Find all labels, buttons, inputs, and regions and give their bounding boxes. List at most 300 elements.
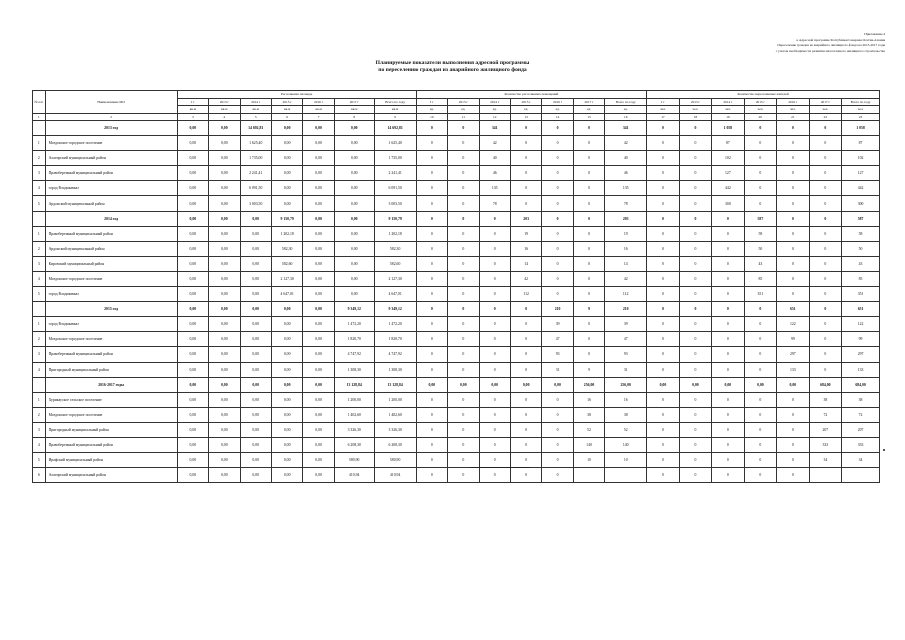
- value-cell: 0,00: [177, 407, 208, 422]
- value-cell: 0: [647, 287, 679, 302]
- header-column-number: 19: [712, 113, 744, 121]
- value-cell: 0: [744, 392, 776, 407]
- value-cell: 0: [573, 166, 604, 181]
- header-year-cell: 2014 г: [240, 98, 271, 106]
- value-cell: 333: [842, 437, 880, 452]
- value-cell: 0,00: [334, 121, 374, 136]
- value-cell: 39: [542, 317, 573, 332]
- value-cell: 13 128,84: [374, 377, 416, 392]
- header-year-cell: 2014 г: [479, 98, 510, 106]
- document-title: [0, 60, 905, 74]
- value-cell: 0: [647, 226, 679, 241]
- value-cell: 13 128,84: [334, 377, 374, 392]
- value-cell: 256,00: [605, 377, 647, 392]
- value-cell: 0: [647, 347, 679, 362]
- value-cell: 0: [777, 437, 809, 452]
- value-cell: 0,00: [271, 347, 302, 362]
- value-cell: 102: [842, 151, 880, 166]
- value-cell: 0,00: [240, 332, 271, 347]
- header-column-numbers-row: [33, 113, 880, 121]
- value-cell: 0: [448, 136, 479, 151]
- value-cell: 0: [712, 347, 744, 362]
- value-cell: 42: [605, 271, 647, 286]
- row-number: [33, 211, 46, 226]
- header-year-cell: 2014 г: [712, 98, 744, 106]
- value-cell: 6 091,50: [240, 181, 271, 196]
- municipality-name: Правобережный муниципальный район: [45, 226, 177, 241]
- value-cell: 0,00: [240, 241, 271, 256]
- table-row: [33, 453, 880, 468]
- value-cell: 210: [605, 302, 647, 317]
- value-cell: 0,00: [303, 422, 334, 437]
- value-cell: 0,00: [209, 437, 240, 452]
- value-cell: 0: [416, 151, 447, 166]
- value-cell: 0: [573, 287, 604, 302]
- value-cell: 1 735,00: [240, 151, 271, 166]
- value-cell: 0: [510, 317, 541, 332]
- value-cell: 0: [744, 422, 776, 437]
- table-row: [33, 468, 880, 483]
- header-year-cell: Всего по году: [842, 98, 880, 106]
- table-row: [33, 437, 880, 452]
- value-cell: 10: [573, 453, 604, 468]
- header-year-cell: Всего по году: [605, 98, 647, 106]
- value-cell: 0: [712, 332, 744, 347]
- value-cell: 3 326,30: [374, 422, 416, 437]
- value-cell: 0: [416, 317, 447, 332]
- value-cell: 207: [809, 422, 841, 437]
- table-row: [33, 166, 880, 181]
- value-cell: 0: [510, 362, 541, 377]
- header-unit-cell: кв.м: [177, 106, 208, 114]
- table-row: [33, 196, 880, 211]
- value-cell: 4 747,92: [374, 347, 416, 362]
- value-cell: 0: [777, 287, 809, 302]
- value-cell: 0,00: [271, 317, 302, 332]
- header-column-number: 20: [744, 113, 776, 121]
- value-cell: 0,00: [712, 377, 744, 392]
- value-cell: 0: [777, 166, 809, 181]
- value-cell: 0,00: [177, 302, 208, 317]
- appendix-line-3: Переселение граждан из аварийного жилищного фонда на 2013-2017 годы: [777, 43, 885, 48]
- value-cell: 4 647,01: [374, 287, 416, 302]
- value-cell: 0,00: [334, 241, 374, 256]
- header-year-cell: 2015 г: [744, 98, 776, 106]
- value-cell: 0,00: [240, 392, 271, 407]
- value-cell: 0,00: [303, 241, 334, 256]
- value-cell: 0: [479, 226, 510, 241]
- value-cell: 0: [809, 347, 841, 362]
- header-group-row: [33, 91, 880, 99]
- header-column-number: 23: [842, 113, 880, 121]
- value-cell: 0,00: [271, 166, 302, 181]
- value-cell: 0: [679, 437, 711, 452]
- value-cell: 1 308,30: [374, 362, 416, 377]
- value-cell: 0: [510, 407, 541, 422]
- value-cell: 0,00: [303, 271, 334, 286]
- appendix-note: [776, 32, 885, 54]
- value-cell: 0: [510, 151, 541, 166]
- value-cell: 0: [712, 256, 744, 271]
- value-cell: 0: [744, 121, 776, 136]
- value-cell: 0: [510, 422, 541, 437]
- value-cell: 1 625,40: [240, 136, 271, 151]
- value-cell: 0: [448, 256, 479, 271]
- value-cell: 0: [448, 317, 479, 332]
- header-year-cell: 2016 г: [777, 98, 809, 106]
- row-number: 3: [33, 256, 46, 271]
- value-cell: 0,00: [209, 181, 240, 196]
- value-cell: 1 202,18: [271, 226, 302, 241]
- value-cell: 0,00: [334, 166, 374, 181]
- header-column-number: 13: [510, 113, 541, 121]
- value-cell: 39: [605, 317, 647, 332]
- value-cell: 0: [647, 317, 679, 332]
- value-cell: 0: [809, 211, 841, 226]
- value-cell: 256,00: [573, 377, 604, 392]
- value-cell: 0,00: [271, 181, 302, 196]
- value-cell: 10: [605, 453, 647, 468]
- value-cell: 2 241,41: [374, 166, 416, 181]
- value-cell: 78: [605, 196, 647, 211]
- value-cell: 582,30: [271, 241, 302, 256]
- value-cell: 0: [479, 302, 510, 317]
- value-cell: 410,94: [334, 468, 374, 483]
- value-cell: 0: [542, 392, 573, 407]
- value-cell: 0,00: [303, 181, 334, 196]
- value-cell: 0,00: [510, 377, 541, 392]
- value-cell: 0,00: [271, 302, 302, 317]
- row-number: 2: [33, 241, 46, 256]
- value-cell: 0: [809, 241, 841, 256]
- row-number: 3: [33, 422, 46, 437]
- header-unit-cell: кв.м: [303, 106, 334, 114]
- value-cell: 0,00: [177, 392, 208, 407]
- year-total-row: [33, 302, 880, 317]
- value-cell: 9 150,79: [374, 211, 416, 226]
- row-number: 2: [33, 407, 46, 422]
- value-cell: 0,00: [303, 437, 334, 452]
- value-cell: 0,00: [647, 377, 679, 392]
- value-cell: 0: [647, 437, 679, 452]
- value-cell: 0,00: [209, 468, 240, 483]
- value-cell: 0: [744, 181, 776, 196]
- value-cell: [605, 468, 647, 483]
- value-cell: 0: [679, 407, 711, 422]
- value-cell: 0: [777, 453, 809, 468]
- value-cell: 0: [479, 392, 510, 407]
- header-column-number: 4: [209, 113, 240, 121]
- value-cell: 0: [744, 317, 776, 332]
- value-cell: 0: [744, 362, 776, 377]
- value-cell: 0: [510, 332, 541, 347]
- header-year-cell: 2017 г: [334, 98, 374, 106]
- value-cell: 0,00: [177, 226, 208, 241]
- value-cell: 0,00: [177, 437, 208, 452]
- row-number: 1: [33, 392, 46, 407]
- row-number: [33, 302, 46, 317]
- value-cell: 0: [647, 256, 679, 271]
- header-year-cell: Всего по году: [374, 98, 416, 106]
- value-cell: 2 127,30: [271, 271, 302, 286]
- table-row: [33, 347, 880, 362]
- value-cell: 0: [542, 151, 573, 166]
- value-cell: 0: [416, 256, 447, 271]
- value-cell: 1 472,20: [334, 317, 374, 332]
- value-cell: 0: [510, 121, 541, 136]
- header-name: Наименование МО: [45, 91, 177, 114]
- value-cell: 0,00: [240, 347, 271, 362]
- value-cell: 0,00: [209, 302, 240, 317]
- header-column-number: 16: [605, 113, 647, 121]
- value-cell: 0: [573, 121, 604, 136]
- value-cell: 0: [573, 256, 604, 271]
- value-cell: 0,00: [303, 468, 334, 483]
- value-cell: 0: [510, 347, 541, 362]
- value-cell: 0,00: [334, 256, 374, 271]
- value-cell: 0: [416, 136, 447, 151]
- table-row: [33, 317, 880, 332]
- value-cell: 52: [573, 422, 604, 437]
- value-cell: 351: [842, 287, 880, 302]
- municipality-name: Алагирский муниципальный район: [45, 151, 177, 166]
- value-cell: 0: [448, 226, 479, 241]
- value-cell: 31: [605, 362, 647, 377]
- value-cell: 0: [679, 136, 711, 151]
- value-cell: 0: [679, 271, 711, 286]
- value-cell: 0: [416, 166, 447, 181]
- value-cell: 0: [573, 347, 604, 362]
- value-cell: 0: [712, 271, 744, 286]
- value-cell: 0,00: [271, 196, 302, 211]
- table-row: [33, 256, 880, 271]
- value-cell: 0: [479, 241, 510, 256]
- header-column-number: 10: [416, 113, 447, 121]
- value-cell: 0: [647, 332, 679, 347]
- value-cell: 1 058: [842, 121, 880, 136]
- row-number: 4: [33, 362, 46, 377]
- value-cell: 0: [573, 211, 604, 226]
- value-cell: 0: [416, 347, 447, 362]
- value-cell: 0,00: [177, 468, 208, 483]
- value-cell: 0: [647, 271, 679, 286]
- value-cell: 0: [479, 453, 510, 468]
- value-cell: 38: [573, 407, 604, 422]
- value-cell: 0: [777, 271, 809, 286]
- value-cell: 0: [542, 181, 573, 196]
- header-group-rooms: Количество расселяемых помещений: [416, 91, 647, 99]
- value-cell: 0: [777, 241, 809, 256]
- value-cell: 0,00: [303, 317, 334, 332]
- municipality-name: Правобережный муниципальный район: [45, 166, 177, 181]
- value-cell: 0,00: [177, 151, 208, 166]
- value-cell: 0: [416, 181, 447, 196]
- value-cell: 0,00: [177, 121, 208, 136]
- row-number: 5: [33, 453, 46, 468]
- value-cell: 0: [416, 468, 447, 483]
- row-number: [33, 121, 46, 136]
- value-cell: 127: [842, 166, 880, 181]
- value-cell: 0,00: [177, 241, 208, 256]
- value-cell: 0: [416, 422, 447, 437]
- value-cell: 34: [809, 453, 841, 468]
- value-cell: 0: [712, 317, 744, 332]
- header-column-number: 21: [777, 113, 809, 121]
- value-cell: 0,00: [209, 121, 240, 136]
- municipality-name: Правобережный муниципальный район: [45, 437, 177, 452]
- value-cell: 0: [542, 437, 573, 452]
- value-cell: 0,00: [303, 392, 334, 407]
- value-cell: 0,00: [209, 226, 240, 241]
- value-cell: 651: [777, 302, 809, 317]
- row-number: 4: [33, 271, 46, 286]
- value-cell: 99: [777, 332, 809, 347]
- value-cell: 0,00: [303, 302, 334, 317]
- header-year-cell: 2013 г: [448, 98, 479, 106]
- value-cell: 0: [448, 196, 479, 211]
- header-group-area: Расселяемая площадь: [177, 91, 416, 99]
- value-cell: 140: [573, 437, 604, 452]
- value-cell: 0: [573, 136, 604, 151]
- value-cell: 0: [744, 196, 776, 211]
- value-cell: 0,00: [303, 121, 334, 136]
- value-cell: 0: [479, 256, 510, 271]
- value-cell: 0: [744, 437, 776, 452]
- value-cell: 0,00: [177, 196, 208, 211]
- value-cell: 85: [842, 271, 880, 286]
- value-cell: 0,00: [177, 362, 208, 377]
- value-cell: 0: [647, 302, 679, 317]
- value-cell: 0: [416, 196, 447, 211]
- value-cell: 0,00: [209, 407, 240, 422]
- value-cell: 0: [510, 181, 541, 196]
- page-mark: [883, 449, 885, 451]
- value-cell: 0,00: [209, 377, 240, 392]
- table-row: [33, 362, 880, 377]
- header-column-number: 7: [303, 113, 334, 121]
- value-cell: 19: [510, 226, 541, 241]
- value-cell: 0,00: [177, 256, 208, 271]
- value-cell: 0: [573, 226, 604, 241]
- value-cell: 0: [647, 166, 679, 181]
- value-cell: 0: [809, 287, 841, 302]
- value-cell: 0: [679, 332, 711, 347]
- value-cell: 442: [842, 181, 880, 196]
- table-row: [33, 151, 880, 166]
- value-cell: 0: [542, 136, 573, 151]
- value-cell: 0: [416, 332, 447, 347]
- indicators-table: [32, 90, 880, 483]
- value-cell: 0: [679, 422, 711, 437]
- header-column-number: 12: [479, 113, 510, 121]
- value-cell: 3 003,50: [374, 196, 416, 211]
- value-cell: 0,00: [177, 347, 208, 362]
- value-cell: 0: [679, 287, 711, 302]
- table-row: [33, 271, 880, 286]
- value-cell: 0,00: [303, 226, 334, 241]
- value-cell: 0: [647, 121, 679, 136]
- value-cell: 0: [448, 287, 479, 302]
- value-cell: 9: [573, 302, 604, 317]
- value-cell: 58: [842, 226, 880, 241]
- value-cell: 0,00: [744, 377, 776, 392]
- header-num: № п/п: [33, 91, 46, 114]
- row-number: 4: [33, 437, 46, 452]
- value-cell: 0: [809, 362, 841, 377]
- value-cell: 0: [777, 468, 809, 483]
- value-cell: 0,00: [271, 136, 302, 151]
- header-unit-cell: чел.: [777, 106, 809, 114]
- value-cell: 47: [542, 332, 573, 347]
- value-cell: 0: [712, 241, 744, 256]
- header-column-number: 2: [45, 113, 177, 121]
- value-cell: 0,00: [271, 453, 302, 468]
- value-cell: 0: [479, 317, 510, 332]
- value-cell: 0: [679, 241, 711, 256]
- value-cell: 0: [777, 392, 809, 407]
- value-cell: 0: [448, 468, 479, 483]
- value-cell: 0,00: [209, 271, 240, 286]
- value-cell: 0,00: [303, 362, 334, 377]
- value-cell: 0: [448, 453, 479, 468]
- header-unit-cell: чел.: [842, 106, 880, 114]
- value-cell: [842, 468, 880, 483]
- year-total-row: [33, 377, 880, 392]
- value-cell: 0: [448, 211, 479, 226]
- municipality-name: Алагирский муниципальный район: [45, 468, 177, 483]
- table-row: [33, 332, 880, 347]
- value-cell: 52: [605, 422, 647, 437]
- value-cell: 72: [809, 407, 841, 422]
- value-cell: 40: [605, 151, 647, 166]
- value-cell: 0,00: [334, 151, 374, 166]
- value-cell: 0,00: [209, 453, 240, 468]
- value-cell: 0: [479, 211, 510, 226]
- value-cell: 0: [679, 256, 711, 271]
- value-cell: 0: [712, 468, 744, 483]
- header-unit-cell: чел.: [647, 106, 679, 114]
- value-cell: 351: [744, 287, 776, 302]
- header-unit-cell: кв.м: [334, 106, 374, 114]
- value-cell: 0: [448, 422, 479, 437]
- value-cell: 0: [573, 196, 604, 211]
- value-cell: 297: [777, 347, 809, 362]
- value-cell: 0,00: [240, 407, 271, 422]
- header-unit-cell: кв.м: [374, 106, 416, 114]
- header-column-number: 15: [573, 113, 604, 121]
- row-number: 1: [33, 136, 46, 151]
- value-cell: 0,00: [240, 226, 271, 241]
- value-cell: 42: [479, 136, 510, 151]
- value-cell: 0: [416, 302, 447, 317]
- value-cell: 0: [647, 453, 679, 468]
- header-year-cell: 2013 г: [679, 98, 711, 106]
- row-number: 2: [33, 332, 46, 347]
- value-cell: 0: [647, 392, 679, 407]
- row-number: 5: [33, 287, 46, 302]
- value-cell: 333: [809, 437, 841, 452]
- table-row: [33, 136, 880, 151]
- value-cell: 0: [744, 453, 776, 468]
- header-year-cell: 2016 г: [542, 98, 573, 106]
- value-cell: 1 735,00: [374, 151, 416, 166]
- header-group-people: Количество переселяемых жителей: [647, 91, 880, 99]
- appendix-line-4: с учетом необходимости развития малоэтажного жилищного строительства: [775, 48, 885, 53]
- value-cell: 0: [448, 151, 479, 166]
- value-cell: 0,00: [240, 302, 271, 317]
- value-cell: 0: [542, 407, 573, 422]
- value-cell: 0: [647, 468, 679, 483]
